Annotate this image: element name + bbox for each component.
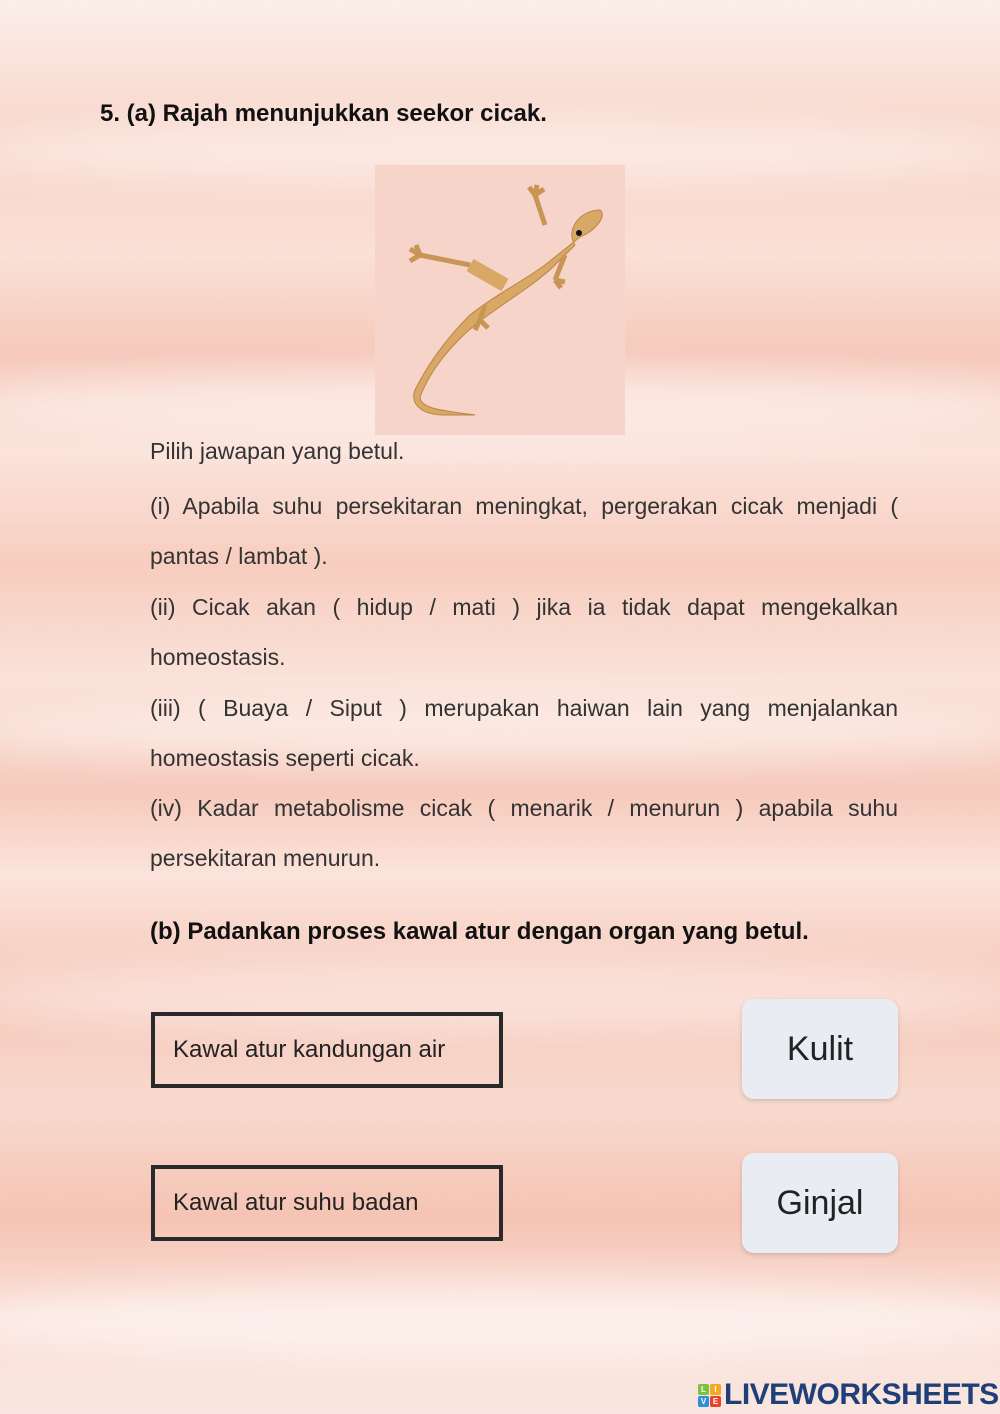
liveworksheets-logo[interactable] <box>698 1378 999 1412</box>
logo-letter: V <box>698 1396 709 1407</box>
match-right-ginjal[interactable]: Ginjal <box>742 1153 898 1253</box>
bg-streak <box>0 1280 1000 1360</box>
match-right-kulit[interactable]: Kulit <box>742 999 898 1099</box>
question-item-3: (iii) ( Buaya / Siput ) merupakan haiwan lain yang menjalankan homeostasis seperti cicak. <box>150 695 898 771</box>
part-b-title: (b) Padankan proses kawal atur dengan organ yang betul. <box>150 918 809 945</box>
match-left-1[interactable]: Kawal atur kandungan air <box>151 1012 503 1088</box>
logo-letter: I <box>710 1384 721 1395</box>
question-item-4: (iv) Kadar metabolisme cicak ( menarik / menurun ) apabila suhu persekitaran menurun. <box>150 795 898 871</box>
logo-letter: L <box>698 1384 709 1395</box>
instruction-text: Pilih jawapan yang betul. <box>150 438 405 464</box>
logo-text: LIVEWORKSHEETS <box>724 1378 999 1411</box>
logo-letter: E <box>710 1396 721 1407</box>
gecko-image <box>375 165 625 435</box>
question-item-2: (ii) Cicak akan ( hidup / mati ) jika ia tidak dapat mengekalkan homeostasis. <box>150 594 898 670</box>
logo-icon <box>698 1384 721 1407</box>
question-title: 5. (a) Rajah menunjukkan seekor cicak. <box>100 100 547 127</box>
gecko-icon <box>375 165 625 435</box>
match-left-2[interactable]: Kawal atur suhu badan <box>151 1165 503 1241</box>
question-item-1: (i) Apabila suhu persekitaran meningkat, pergerakan cicak menjadi ( pantas / lambat ). <box>150 493 898 569</box>
